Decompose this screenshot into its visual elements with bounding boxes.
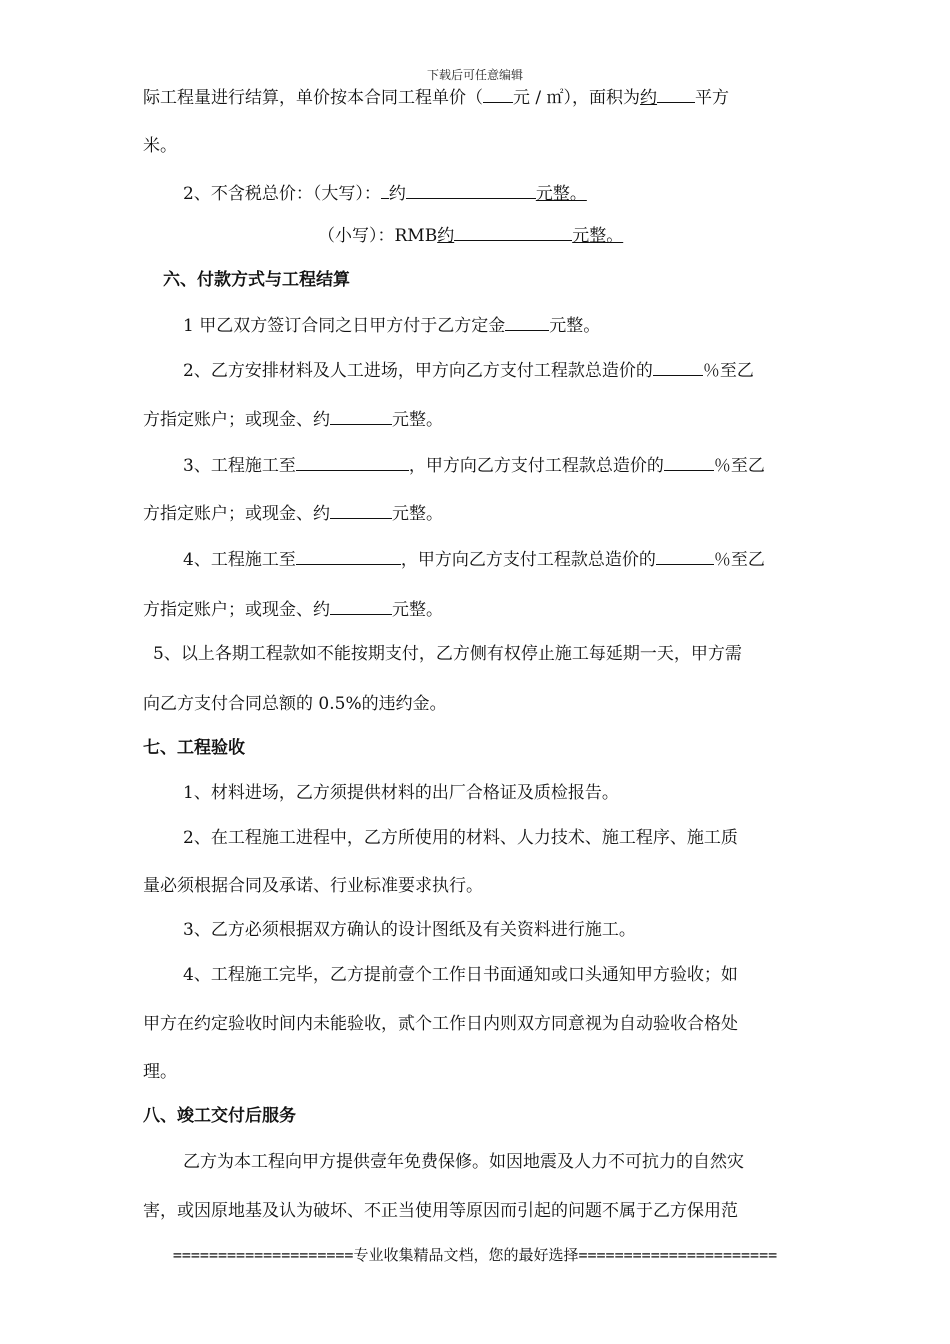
text-line: 方指定账户；或现金、约 元整。 (143, 500, 823, 526)
blank-field (330, 596, 392, 615)
text-line: 际工程量进行结算，单价按本合同工程单价（ 元 / ㎡），面积为约 平方 (143, 84, 823, 110)
text-line: 5、以上各期工程款如不能按期支付，乙方侧有权停止施工每延期一天，甲方需 (153, 644, 742, 664)
text-line: 量必须根据合同及承诺、行业标准要求执行。 (143, 876, 483, 896)
blank-field (657, 84, 695, 103)
total-price-uppercase: 2、不含税总价：（大写）： 约 元整。 (183, 180, 863, 206)
text-line: 害，或因原地基及认为破坏、不正当使用等原因而引起的问题不属于乙方保用范 (143, 1201, 738, 1221)
section-heading: 七、工程验收 (143, 738, 245, 758)
text-line: 2、在工程施工进程中，乙方所使用的材料、人力技术、施工程序、施工质 (183, 828, 738, 848)
text-line: 米。 (143, 136, 177, 156)
blank-field (296, 546, 401, 565)
text-line: 1 甲乙双方签订合同之日甲方付于乙方定金 元整。 (183, 312, 863, 338)
text-line: 2、乙方安排材料及人工进场，甲方向乙方支付工程款总造价的 ％至乙 (183, 357, 863, 383)
text-line: 方指定账户；或现金、约 元整。 (143, 406, 823, 432)
text-line: 向乙方支付合同总额的 0.5%的违约金。 (143, 694, 447, 714)
blank-field (656, 546, 714, 565)
blank-field (454, 222, 572, 241)
page-header: 下载后可任意编辑 (426, 68, 523, 82)
text-line: 理。 (143, 1062, 177, 1082)
text-line: 4、工程施工完毕，乙方提前壹个工作日书面通知或口头通知甲方验收；如 (183, 965, 738, 985)
text-line: 3、乙方必须根据双方确认的设计图纸及有关资料进行施工。 (183, 920, 636, 940)
blank-field (653, 357, 703, 376)
blank-field (296, 452, 409, 471)
blank-field (406, 180, 536, 199)
text-line: 甲方在约定验收时间内未能验收，贰个工作日内则双方同意视为自动验收合格处 (143, 1014, 738, 1034)
section-heading: 六、付款方式与工程结算 (163, 270, 350, 290)
text-line: 1、材料进场，乙方须提供材料的出厂合格证及质检报告。 (183, 783, 619, 803)
section-heading: 八、竣工交付后服务 (143, 1106, 296, 1126)
page-footer: ====================专业收集精品文档，您的最好选择====================== (172, 1246, 778, 1264)
text-line: 3、工程施工至 ，甲方向乙方支付工程款总造价的 ％至乙 (183, 452, 863, 478)
blank-field (330, 406, 392, 425)
blank-field (483, 84, 513, 103)
blank-field (664, 452, 714, 471)
blank-field (330, 500, 392, 519)
text-line: 乙方为本工程向甲方提供壹年免费保修。如因地震及人力不可抗力的自然灾 (183, 1152, 744, 1172)
text-line: 4、工程施工至 ，甲方向乙方支付工程款总造价的 ％至乙 (183, 546, 863, 572)
total-price-lowercase: （小写）：RMB约 元整。 (318, 222, 950, 248)
text-line: 方指定账户；或现金、约 元整。 (143, 596, 823, 622)
blank-field (505, 312, 549, 331)
